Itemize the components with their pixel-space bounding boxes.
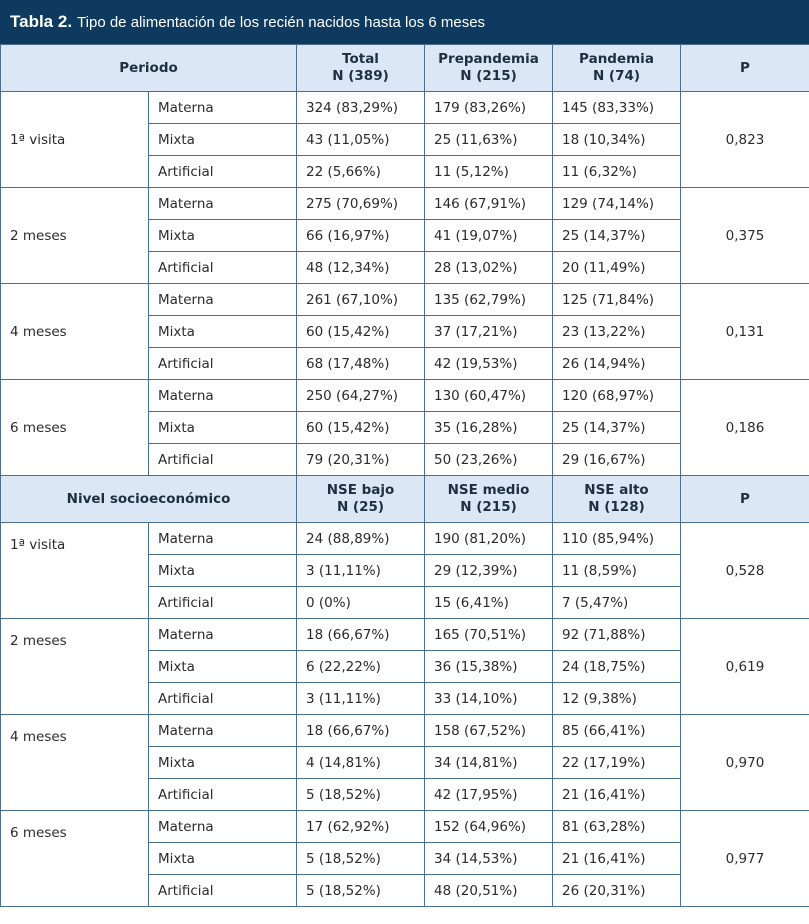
value-cell: 11 (8,59%) (553, 555, 681, 587)
group-label: 1ª visita (1, 523, 149, 619)
column-header-n: N (25) (336, 499, 385, 515)
value-cell: 68 (17,48%) (297, 348, 425, 380)
feeding-type: Mixta (149, 220, 297, 252)
value-cell: 24 (18,75%) (553, 651, 681, 683)
value-cell: 5 (18,52%) (297, 779, 425, 811)
value-cell: 3 (11,11%) (297, 683, 425, 715)
feeding-type: Artificial (149, 683, 297, 715)
value-cell: 6 (22,22%) (297, 651, 425, 683)
column-header-n: N (389) (332, 68, 389, 84)
value-cell: 36 (15,38%) (425, 651, 553, 683)
column-header-name: NSE alto (584, 482, 649, 498)
value-cell: 120 (68,97%) (553, 380, 681, 412)
value-cell: 26 (20,31%) (553, 875, 681, 907)
section-header-row (1, 45, 809, 92)
value-cell: 34 (14,53%) (425, 843, 553, 875)
value-cell: 146 (67,91%) (425, 188, 553, 220)
table-row (1, 811, 809, 843)
feeding-type: Mixta (149, 651, 297, 683)
group-label: 2 meses (1, 619, 149, 715)
value-cell: 37 (17,21%) (425, 316, 553, 348)
value-cell: 275 (70,69%) (297, 188, 425, 220)
value-cell: 21 (16,41%) (553, 779, 681, 811)
value-cell: 17 (62,92%) (297, 811, 425, 843)
column-header-n: N (215) (460, 68, 517, 84)
feeding-type: Materna (149, 619, 297, 651)
p-value: 0,977 (681, 811, 809, 907)
value-cell: 23 (13,22%) (553, 316, 681, 348)
value-cell: 22 (17,19%) (553, 747, 681, 779)
value-cell: 18 (10,34%) (553, 124, 681, 156)
column-header-name: Prepandemia (438, 51, 539, 67)
column-header-n: N (74) (592, 68, 641, 84)
section-header-group: Nivel socioeconómico (1, 476, 297, 523)
value-cell: 33 (14,10%) (425, 683, 553, 715)
value-cell: 130 (60,47%) (425, 380, 553, 412)
table-row (1, 92, 809, 124)
feeding-type: Artificial (149, 252, 297, 284)
value-cell: 41 (19,07%) (425, 220, 553, 252)
value-cell: 60 (15,42%) (297, 316, 425, 348)
column-header (425, 45, 553, 92)
column-header-name: Total (342, 51, 379, 67)
value-cell: 43 (11,05%) (297, 124, 425, 156)
p-value: 0,186 (681, 380, 809, 476)
column-header-p: P (681, 45, 809, 92)
column-header (553, 476, 681, 523)
value-cell: 60 (15,42%) (297, 412, 425, 444)
feeding-type: Materna (149, 92, 297, 124)
feeding-type: Artificial (149, 156, 297, 188)
feeding-type: Artificial (149, 875, 297, 907)
feeding-type: Mixta (149, 412, 297, 444)
feeding-type: Artificial (149, 779, 297, 811)
value-cell: 158 (67,52%) (425, 715, 553, 747)
p-value: 0,823 (681, 92, 809, 188)
group-label: 6 meses (1, 380, 149, 476)
p-value: 0,619 (681, 619, 809, 715)
value-cell: 29 (16,67%) (553, 444, 681, 476)
value-cell: 261 (67,10%) (297, 284, 425, 316)
value-cell: 18 (66,67%) (297, 715, 425, 747)
value-cell: 81 (63,28%) (553, 811, 681, 843)
feeding-type: Materna (149, 284, 297, 316)
column-header-p: P (681, 476, 809, 523)
value-cell: 5 (18,52%) (297, 875, 425, 907)
feeding-type: Artificial (149, 348, 297, 380)
value-cell: 190 (81,20%) (425, 523, 553, 555)
column-header (553, 45, 681, 92)
value-cell: 250 (64,27%) (297, 380, 425, 412)
value-cell: 24 (88,89%) (297, 523, 425, 555)
value-cell: 11 (6,32%) (553, 156, 681, 188)
section-header-row (1, 476, 809, 523)
caption-title: Tipo de alimentación de los recién nacidos hasta los 6 meses (77, 13, 486, 31)
value-cell: 29 (12,39%) (425, 555, 553, 587)
column-header-name: Pandemia (579, 51, 654, 67)
feeding-type: Materna (149, 523, 297, 555)
value-cell: 15 (6,41%) (425, 587, 553, 619)
feeding-type: Mixta (149, 747, 297, 779)
p-value: 0,375 (681, 188, 809, 284)
value-cell: 4 (14,81%) (297, 747, 425, 779)
value-cell: 85 (66,41%) (553, 715, 681, 747)
feeding-type: Materna (149, 188, 297, 220)
table-row (1, 715, 809, 747)
value-cell: 21 (16,41%) (553, 843, 681, 875)
value-cell: 25 (14,37%) (553, 220, 681, 252)
value-cell: 25 (14,37%) (553, 412, 681, 444)
feeding-type: Materna (149, 380, 297, 412)
table-row (1, 619, 809, 651)
feeding-type: Mixta (149, 555, 297, 587)
value-cell: 42 (17,95%) (425, 779, 553, 811)
value-cell: 66 (16,97%) (297, 220, 425, 252)
value-cell: 129 (74,14%) (553, 188, 681, 220)
column-header (425, 476, 553, 523)
value-cell: 25 (11,63%) (425, 124, 553, 156)
value-cell: 26 (14,94%) (553, 348, 681, 380)
group-label: 2 meses (1, 188, 149, 284)
group-label: 4 meses (1, 715, 149, 811)
p-value: 0,528 (681, 523, 809, 619)
value-cell: 34 (14,81%) (425, 747, 553, 779)
value-cell: 18 (66,67%) (297, 619, 425, 651)
column-header (297, 476, 425, 523)
value-cell: 42 (19,53%) (425, 348, 553, 380)
feeding-type: Materna (149, 811, 297, 843)
value-cell: 152 (64,96%) (425, 811, 553, 843)
value-cell: 92 (71,88%) (553, 619, 681, 651)
value-cell: 28 (13,02%) (425, 252, 553, 284)
column-header-n: N (128) (588, 499, 645, 515)
value-cell: 165 (70,51%) (425, 619, 553, 651)
column-header (297, 45, 425, 92)
value-cell: 22 (5,66%) (297, 156, 425, 188)
table-row (1, 188, 809, 220)
value-cell: 50 (23,26%) (425, 444, 553, 476)
feeding-type: Mixta (149, 843, 297, 875)
feeding-type: Materna (149, 715, 297, 747)
value-cell: 79 (20,31%) (297, 444, 425, 476)
value-cell: 125 (71,84%) (553, 284, 681, 316)
table-row (1, 380, 809, 412)
value-cell: 0 (0%) (297, 587, 425, 619)
value-cell: 48 (12,34%) (297, 252, 425, 284)
value-cell: 135 (62,79%) (425, 284, 553, 316)
value-cell: 20 (11,49%) (553, 252, 681, 284)
column-header-name: NSE bajo (326, 482, 395, 498)
group-label: 6 meses (1, 811, 149, 907)
value-cell: 110 (85,94%) (553, 523, 681, 555)
table-row (1, 284, 809, 316)
value-cell: 145 (83,33%) (553, 92, 681, 124)
p-value: 0,970 (681, 715, 809, 811)
table-caption (0, 0, 809, 44)
feeding-table (0, 44, 809, 907)
caption-label: Tabla 2. (10, 12, 73, 31)
value-cell: 179 (83,26%) (425, 92, 553, 124)
feeding-type: Mixta (149, 316, 297, 348)
value-cell: 3 (11,11%) (297, 555, 425, 587)
value-cell: 5 (18,52%) (297, 843, 425, 875)
column-header-n: N (215) (460, 499, 517, 515)
value-cell: 12 (9,38%) (553, 683, 681, 715)
value-cell: 7 (5,47%) (553, 587, 681, 619)
value-cell: 11 (5,12%) (425, 156, 553, 188)
feeding-type: Artificial (149, 587, 297, 619)
group-label: 1ª visita (1, 92, 149, 188)
table-row (1, 523, 809, 555)
group-label: 4 meses (1, 284, 149, 380)
column-header-name: NSE medio (447, 482, 530, 498)
feeding-type: Mixta (149, 124, 297, 156)
value-cell: 48 (20,51%) (425, 875, 553, 907)
value-cell: 35 (16,28%) (425, 412, 553, 444)
p-value: 0,131 (681, 284, 809, 380)
value-cell: 324 (83,29%) (297, 92, 425, 124)
section-header-group: Periodo (1, 45, 297, 92)
feeding-type: Artificial (149, 444, 297, 476)
